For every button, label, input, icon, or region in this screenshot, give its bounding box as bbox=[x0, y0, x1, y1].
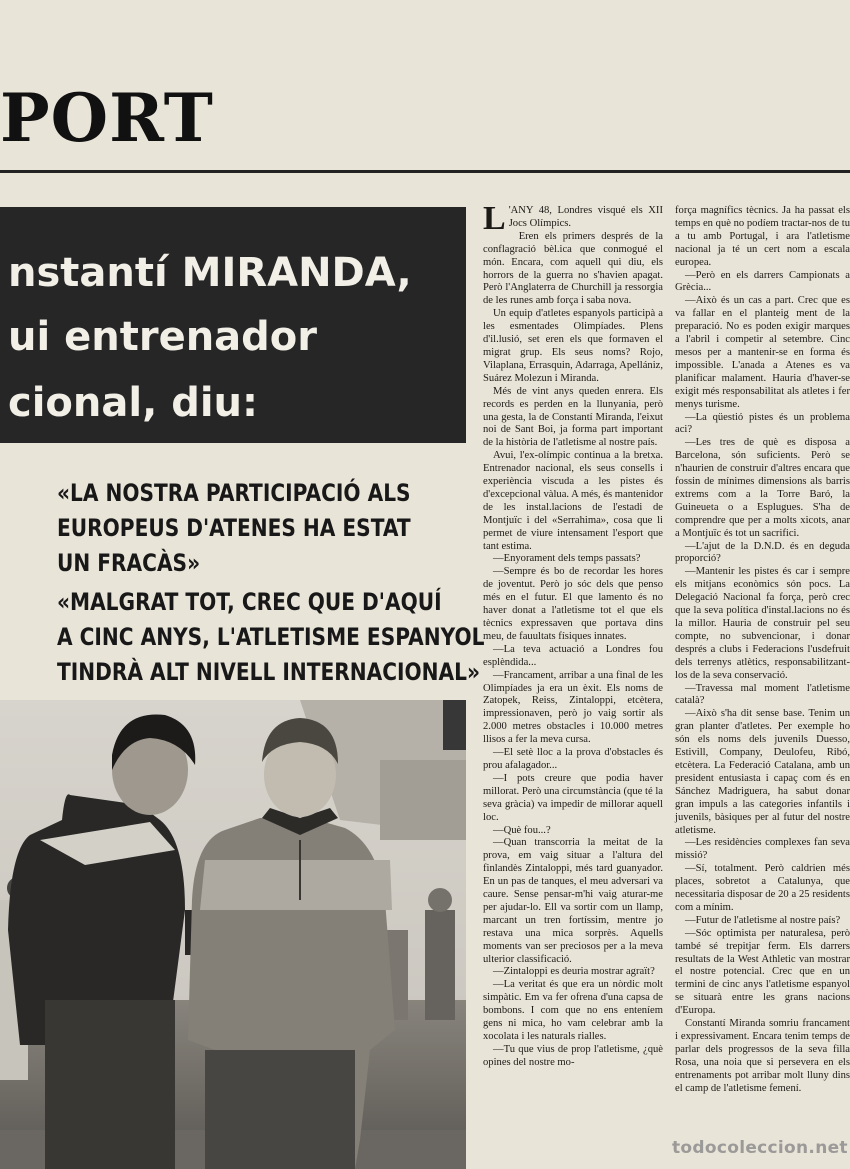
article-paragraph: —Però en els darrers Campionats a Grècia... bbox=[675, 269, 850, 294]
pullquote-line: TINDRÀ ALT NIVELL INTERNACIONAL» bbox=[57, 658, 481, 686]
article-paragraph: Avui, l'ex-olímpic continua a la bretxa. Entrenador nacional, els seus consells i experiència viscuda a les pistes és d'excepcional vàlua. A més, és mantenidor de les instal.lacions de l'estadi de Montjuïc i del «Serrahima», cosa que li permet de viure intensament l'esport que tant estima. bbox=[483, 450, 663, 552]
article-paragraph: —Les residències complexes fan seva missió? bbox=[675, 837, 850, 862]
pullquote-line: UN FRACÀS» bbox=[57, 549, 201, 577]
article-paragraph: —Tu que vius de prop l'atletisme, ¿què opines del nostre mo- bbox=[483, 1043, 663, 1068]
article-paragraph: Eren els primers després de la conflagració bèl.ica que conmogué el món. Encara, com aquell qui diu, els horrors de la guerra no s'havien apagat. Però l'Anglaterra de Churchill ja ressorgia de les runes amb força i saba nova. bbox=[483, 230, 663, 307]
headline-line: cional, diu: bbox=[8, 380, 259, 426]
pullquote-line: «LA NOSTRA PARTICIPACIÓ ALS bbox=[57, 479, 411, 507]
pullquote-2 bbox=[57, 585, 484, 690]
article-paragraph: —Zintaloppi es deuria mostrar agraït? bbox=[493, 966, 655, 978]
article-paragraph: —La veritat és que era un nòrdic molt simpàtic. Em va fer ofrena d'una capsa de bombons. I com que no ens enteníem gens ni mica, ho vam celebrar amb la xocolata i les naturals rialles. bbox=[483, 979, 663, 1042]
header-rule bbox=[0, 170, 850, 173]
article-column-1 bbox=[483, 200, 663, 1070]
pullquote-line: «MALGRAT TOT, CREC QUE D'AQUÍ bbox=[57, 588, 442, 616]
dropcap: L bbox=[483, 200, 506, 237]
article-paragraph: —Enyorament dels temps passats? bbox=[493, 553, 641, 565]
article-paragraph: —Què fou...? bbox=[493, 824, 551, 836]
article-paragraph: —Francament, arribar a una final de les Olimpíades ja era un èxit. Els noms de Zatopek, Reiss, Zintaloppi, etcètera, impressionaven, però jo vaig sortir als 2.000 metres obstacles i 10.000 metres llisos a fer la meva cursa. bbox=[483, 669, 663, 746]
article-paragraph: —El setè lloc a la prova d'obstacles és prou afalagador... bbox=[483, 747, 663, 771]
section-header: PORT bbox=[0, 79, 214, 157]
article-paragraph: Més de vint anys queden enrera. Els records es perden en la llunyania, però una gesta, la de Constantí Miranda, l'eixut noi de Sant Boi, ja forma part important de la història de l'atletisme al nostre país. bbox=[483, 385, 663, 449]
article-paragraph: L 'ANY 48, Londres visqué els XII Jocs Olímpics. bbox=[483, 200, 663, 237]
headline-line: ui entrenador bbox=[8, 314, 318, 360]
photo-illustration bbox=[0, 700, 466, 1169]
article-paragraph: —Sóc optimista per naturalesa, però també sé trepitjar ferm. Els darrers resultats de la West Athletic van mostrar el nostre potencial. Crec que en un termini de cinc anys l'atletisme espanyol se situarà entre les grans nacions d'Europa. bbox=[675, 927, 850, 1017]
watermark: todocoleccion.net bbox=[672, 1138, 848, 1158]
article-paragraph: —La teva actuació a Londres fou esplèndida... bbox=[483, 643, 663, 668]
article-paragraph: —La qüestió pistes és un problema aci? bbox=[675, 411, 850, 436]
article-paragraph: —Quan transcorria la meitat de la prova, em vaig situar a l'altura del finlandès Zintaloppi, més tard guanyador. En un pas de tanques, el meu adversari va caure. Sense pensar-m'hi vaig aturar-me per ajudar-lo. Ell va sortir com un llamp, marcant un tren fortíssim, mentre jo restava una mica sorprès. Aquells moments van ser preciosos per a la meva ulterior classificació. bbox=[483, 837, 663, 965]
pullquote-line: EUROPEUS D'ATENES HA ESTAT bbox=[57, 514, 411, 542]
headline-box bbox=[0, 207, 466, 443]
article-paragraph: —I pots creure que podia haver millorat. Però una circumstància (que té la seva gràcia) va impedir de millorar aquell loc. bbox=[483, 772, 663, 823]
article-paragraph: —Sempre és bo de recordar les hores de joventut. Però jo sóc dels que penso més en el futur. El que lamento és no haver donat a l'atletisme tot el que els tècnics expressaven que portava dins meu, de fauultats físiques innates. bbox=[483, 566, 663, 642]
pullquote-1 bbox=[57, 476, 411, 581]
article-photo bbox=[0, 700, 466, 1169]
article-paragraph: Un equip d'atletes espanyols participà a les esmentades Olimpíades. Plens d'il.lusió, set eren els que formaven el migrat grup. Els seus noms? Rojo, Vilaplana, Errasquin, Adarraga, Apellániz, Suárez Molezun i Miranda. bbox=[483, 308, 663, 384]
article-paragraph: —Això és un cas a part. Crec que es va fallar en el planteig ment de la preparació. No es poden exigir marques a l'abril i competir al setembre. Cinc mesos per a mantenir-se en forma és impossible. L'anada a Atenes es va planificar malament. Hauria d'haver-se exigit més responsabilitat als atletes i fer menys turisme. bbox=[675, 295, 850, 410]
headline-line: nstantí MIRANDA, bbox=[8, 250, 412, 296]
article-paragraph: —Les tres de què es disposa a Barcelona, són suficients. Però se n'haurien de construir d'altres encara que fossin de mínimes dimensions als barris extrems com a la Torre Baró, la Guineueta o a Esplugues. S'ha de comprendre que per a molts xicots, anar a Montjuïc és tot un sacrifici. bbox=[675, 437, 850, 539]
pullquote-line: A CINC ANYS, L'ATLETISME ESPANYOL bbox=[57, 623, 485, 651]
article-paragraph: força magnífics tècnics. Ja ha passat els temps en què no podíem tractar-nos de tu a tu amb Portugal, i ara l'atletisme nacional ja té un cert nom a escala europea. bbox=[675, 205, 850, 268]
article-paragraph: —Futur de l'atletisme al nostre país? bbox=[685, 914, 841, 926]
article-paragraph: —Això s'ha dit sense base. Tenim un gran planter d'atletes. Per exemple ho són els noms dels juvenils Duesso, Estivill, Company, Deulofeu, Ribó, etcètera. La Federació Catalana, amb un president entusiasta i capaç com és en Sánchez Madriguera, ha sabut donar gran impuls a las categories infantils i juvenils, bàsiques per al futur del nostre atletisme. bbox=[675, 708, 850, 836]
article-paragraph: Constantí Miranda somriu francament i expressivament. Encara tenim temps de parlar dels progressos de la seva filla Rosa, una noia que si persevera en els entrenaments pot arribar molt lluny dins el camp de l'atletisme femení. bbox=[675, 1018, 850, 1094]
article-paragraph: —Travessa mal moment l'atletisme català? bbox=[675, 682, 850, 707]
article-paragraph: —Mantenir les pistes és car i sempre els mitjans econòmics són pocs. La Delegació Nacional fa força, però crec que la seva política d'instal.lacions no és la millor. Hauria de construir pel seu compte, no subvencionar, i donar després a clubs i Federacions l'usdefruit dels terrenys atlètics, responsabilitzant-los de la seva conservació. bbox=[675, 566, 850, 681]
article-column-2 bbox=[675, 205, 850, 1096]
article-paragraph: —Sí, totalment. Però caldrien més places, sobretot a Catalunya, que necessitaria disposar de 20 a 25 residents com a mínim. bbox=[675, 863, 850, 913]
article-paragraph: —L'ajut de la D.N.D. és en deguda proporció? bbox=[675, 540, 850, 565]
